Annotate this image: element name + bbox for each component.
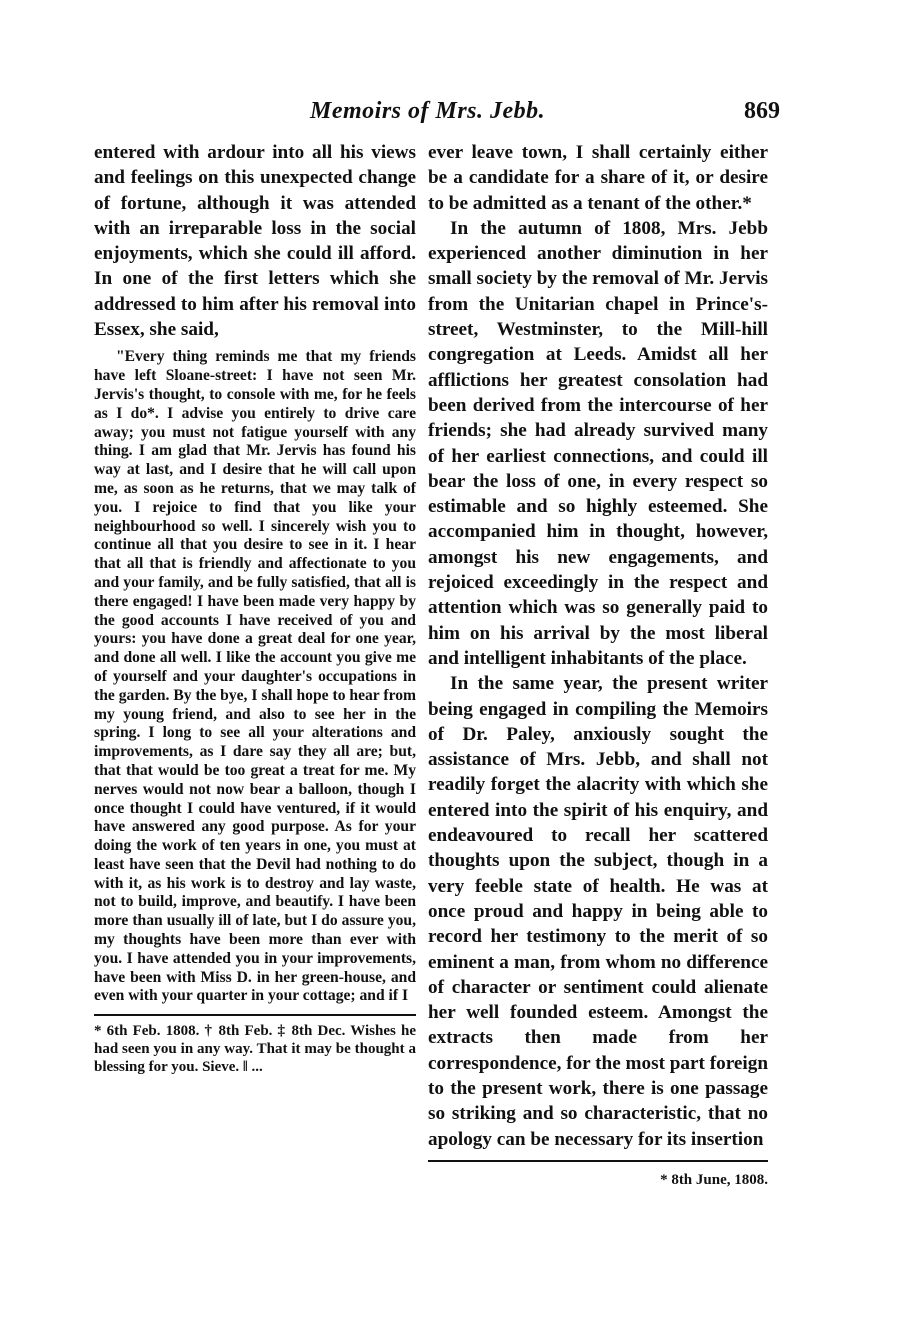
right-paragraph-autumn: In the autumn of 1808, Mrs. Jebb experienced another diminution in her small society by the removal of Mr. Jervis from the Unitarian chapel in Prince's-street, Westminster, to the Mill-hill congregation at Leeds. Amidst all her afflictions her greatest consolation had been derived from the intercourse of her friends; she had already survived many of her earliest connections, and could ill bear the loss of one, in every respect so estimable and so highly esteemed. She accompanied him in thought, however, amongst his new engagements, and rejoiced exceedingly in the respect and attention which was so generally paid to him on his arrival by the most liberal and intelligent inhabitants of the place.	[428, 217, 768, 669]
right-paragraph-top: ever leave town, I shall certainly either be a candidate for a share of it, or desire to be admitted as a tenant of the other.*	[428, 142, 768, 214]
left-column	[94, 140, 416, 1076]
page-header	[90, 98, 780, 132]
right-column	[428, 140, 768, 1193]
letter-quote: "Every thing reminds me that my friends have left Sloane-street: I have not seen Mr. Jervis's thought, to console with me, for he feels as I do*. I advise you entirely to drive care away; you must not fatigue yourself with any thing. I am glad that Mr. Jervis has found his way at last, and I desire that he will call upon me, as soon as he returns, that we may talk of you. I rejoice to find that you like your neighbourhood so well. I sincerely wish you to continue all that you desire to see in it. I hear that all that is friendly and affectionate to you and your family, and be fully satisfied, that all is there engaged! I have been made very happy by the good accounts I have received of you and yours: you have done a great deal for one year, and done all well. I like the account you give me of yourself and your daughter's occupations in the garden. By the bye, I shall hope to hear from my young friend, and also to see her in the spring. I long to see all your alterations and improvements, as I dare say they all are; but, that that would be too great a treat for me. My nerves would not now bear a balloon, though I once thought I could have ventured, if it would have answered any good purpose. As for your doing the work of ten years in one, you must at least have seen that the Devil had nothing to do with it, as his work is to destroy and lay waste, not to build, improve, and beautify. I have been more than usually ill of late, but I do assure you, my thoughts have been more than ever with you. I have attended you in your improvements, have been with Miss D. in her green-house, and even with your quarter in your cottage; and if I	[94, 348, 416, 1005]
right-paragraph-same-year: In the same year, the present writer being engaged in compiling the Memoirs of Dr. Paley, anxiously sought the assistance of Mrs. Jebb, and shall not readily forget the alacrity with which she entered into the spirit of his enquiry, and endeavoured to recall her scattered thoughts upon the subject, though in a very feeble state of health. He was at once proud and happy in being able to record her testimony to the merit of so eminent a man, from whom no difference of character or sentiment could alienate her well founded esteem. Amongst the extracts then made from her correspondence, for the most part foreign to the present work, there is one passage so striking and so characteristic, that no apology can be necessary for its insertion	[428, 673, 768, 1150]
left-footnotes: * 6th Feb. 1808. † 8th Feb. ‡ 8th Dec. Wishes he had seen you in any way. That it may be thought a blessing for you. Sieve. ‖ ...	[94, 1023, 416, 1076]
running-title: Memoirs of Mrs. Jebb.	[310, 98, 546, 124]
left-paragraph: entered with ardour into all his views and feelings on this unexpected change of fortune, although it was attended with an irreparable loss in the social enjoyments, which she could ill afford. In one of the first letters which she addressed to him after his removal into Essex, she said,	[94, 142, 416, 341]
footnote-divider-right	[428, 1160, 768, 1162]
page-number: 869	[744, 98, 780, 124]
footnote-divider	[94, 1014, 416, 1016]
right-footnote: * 8th June, 1808.	[660, 1171, 768, 1188]
